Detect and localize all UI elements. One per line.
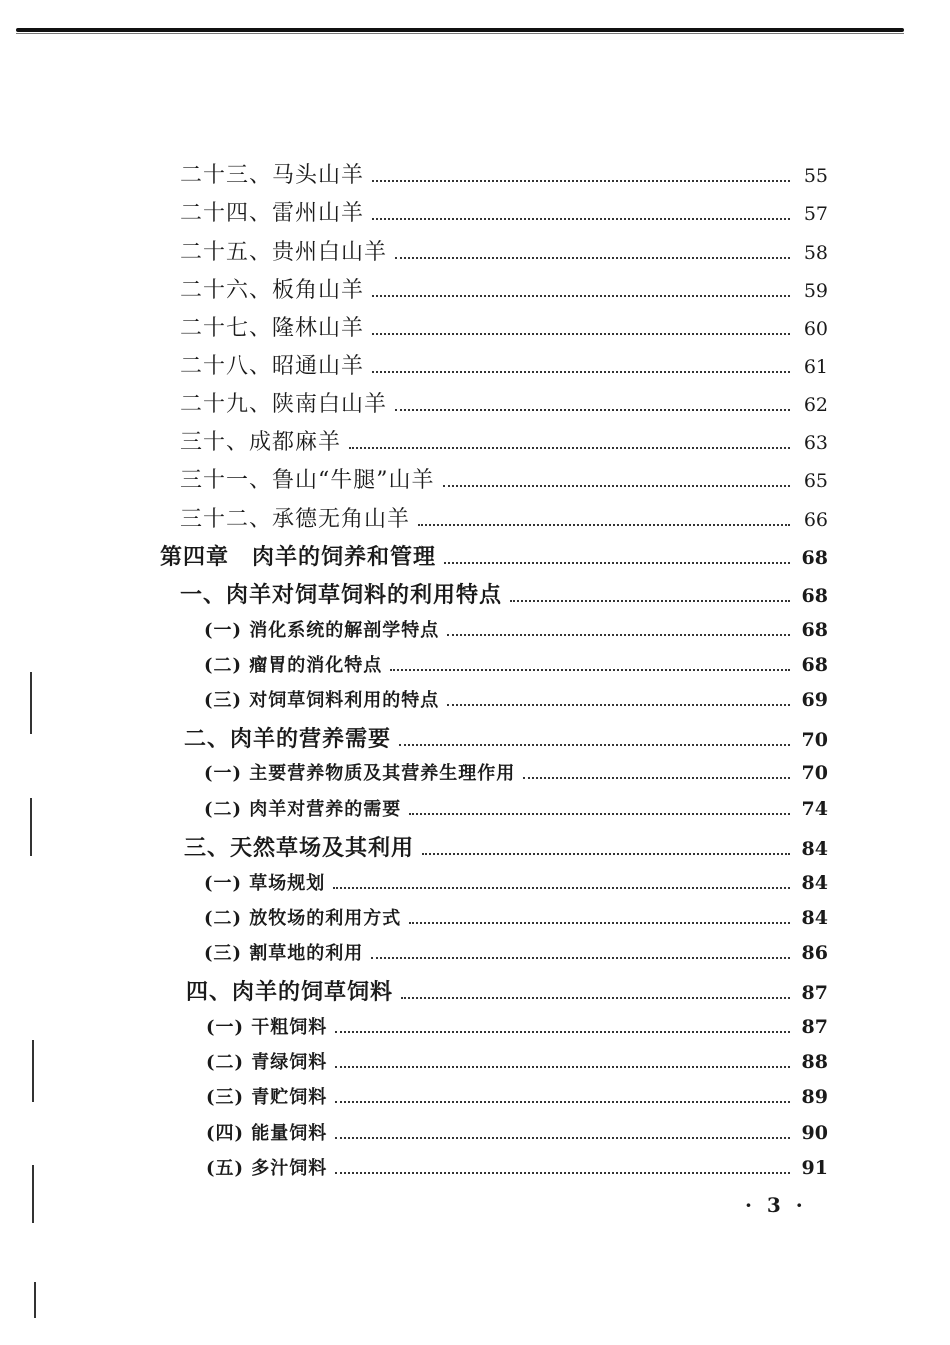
- toc-entry: [204, 651, 828, 677]
- toc-entry-page: 60: [803, 318, 828, 340]
- toc-entry-title: 二十六、板角山羊: [180, 278, 365, 303]
- toc-entry-title: 二十五、贵州白山羊: [180, 240, 388, 265]
- toc-entry-page: 84: [801, 907, 828, 929]
- toc-leader-dots: [349, 447, 790, 449]
- toc-entry: [206, 1119, 828, 1145]
- toc-entry-title: (五) 多汁饲料: [206, 1158, 328, 1179]
- toc-leader-dots: [447, 634, 790, 636]
- toc-entry-page: 65: [803, 470, 828, 492]
- toc-leader-dots: [372, 371, 790, 373]
- toc-entry-title: 三十二、承德无角山羊: [180, 507, 411, 532]
- toc-leader-dots: [372, 218, 790, 220]
- toc-entry-page: 68: [801, 619, 828, 641]
- toc-entry-title: 三十、成都麻羊: [180, 430, 342, 455]
- toc-entry-page: 74: [801, 798, 828, 820]
- toc-entry-title: (二) 肉羊对营养的需要: [204, 799, 402, 820]
- toc-entry: [180, 158, 828, 189]
- toc-leader-dots: [447, 704, 790, 706]
- toc-entry: [206, 1154, 828, 1180]
- toc-entry: [180, 425, 828, 456]
- toc-leader-dots: [390, 669, 790, 671]
- toc-entry-title: (二) 青绿饲料: [206, 1052, 328, 1073]
- toc-leader-dots: [335, 1137, 790, 1139]
- toc-leader-dots: [335, 1172, 790, 1174]
- toc-entry-title: 三、天然草场及其利用: [184, 835, 415, 861]
- toc-entry-title: (二) 放牧场的利用方式: [204, 908, 402, 929]
- toc-entry-page: 55: [803, 165, 828, 187]
- toc-entry-page: 84: [801, 838, 828, 860]
- toc-entry-title: 四、肉羊的饲草饲料: [186, 979, 394, 1005]
- toc-entry-page: 88: [801, 1051, 828, 1073]
- toc-entry-title: 二十七、隆林山羊: [180, 316, 365, 341]
- toc-entry: [204, 869, 828, 895]
- toc-entry-title: (一) 草场规划: [204, 873, 326, 894]
- toc-entry-page: 57: [803, 203, 828, 225]
- toc-entry: [204, 939, 828, 965]
- toc-entry-title: 三十一、鲁山“牛腿”山羊: [180, 468, 435, 493]
- toc-entry: [184, 831, 828, 862]
- toc-entry: [180, 502, 828, 533]
- toc-leader-dots: [335, 1101, 790, 1103]
- toc-entry-page: 70: [801, 762, 828, 784]
- toc-entry: [204, 686, 828, 712]
- toc-leader-dots: [401, 997, 790, 999]
- toc-leader-dots: [333, 887, 790, 889]
- toc-entry-page: 61: [803, 356, 828, 378]
- toc-entry-page: 58: [803, 242, 828, 264]
- toc-entry-page: 86: [801, 942, 828, 964]
- toc-entry-page: 90: [801, 1122, 828, 1144]
- toc-entry-page: 68: [801, 547, 828, 569]
- toc-entry-title: (三) 割草地的利用: [204, 943, 364, 964]
- toc-entry-title: (一) 主要营养物质及其营养生理作用: [204, 763, 516, 784]
- toc-entry: [180, 311, 828, 342]
- toc-entry-page: 87: [801, 982, 828, 1004]
- toc-entry-page: 89: [801, 1086, 828, 1108]
- toc-leader-dots: [510, 600, 790, 602]
- toc-leader-dots: [395, 257, 790, 259]
- toc-entry: [204, 904, 828, 930]
- toc-chapter-entry: [160, 540, 828, 571]
- toc-entry-page: 70: [801, 729, 828, 751]
- toc-entry-title: (一) 消化系统的解剖学特点: [204, 620, 440, 641]
- toc-entry-page: 87: [801, 1016, 828, 1038]
- toc-leader-dots: [418, 524, 790, 526]
- toc-entry-title: 二十三、马头山羊: [180, 163, 365, 188]
- toc-leader-dots: [409, 813, 790, 815]
- toc-entry: [206, 1083, 828, 1109]
- toc-entry: [186, 975, 828, 1006]
- toc-leader-dots: [443, 485, 791, 487]
- toc-entry-title: (四) 能量饲料: [206, 1123, 328, 1144]
- toc-leader-dots: [523, 777, 790, 779]
- toc-entry-title: 一、肉羊对饲草饲料的利用特点: [180, 582, 503, 608]
- page-number: · 3 ·: [745, 1193, 807, 1217]
- toc-leader-dots: [422, 853, 790, 855]
- toc-entry-page: 69: [801, 689, 828, 711]
- toc-leader-dots: [399, 744, 790, 746]
- toc-entry-title: (一) 干粗饲料: [206, 1017, 328, 1038]
- toc-entry-page: 63: [803, 432, 828, 454]
- toc-entry: [184, 722, 828, 753]
- toc-entry-title: 第四章 肉羊的饲养和管理: [160, 544, 437, 570]
- toc-entry-title: (三) 青贮饲料: [206, 1087, 328, 1108]
- toc-leader-dots: [335, 1031, 790, 1033]
- toc-leader-dots: [335, 1066, 790, 1068]
- toc-entry: [180, 235, 828, 266]
- toc-entry: [204, 616, 828, 642]
- toc-entry-page: 68: [801, 585, 828, 607]
- toc-leader-dots: [372, 333, 790, 335]
- toc-entry: [180, 387, 828, 418]
- toc-entry-title: 二十九、陕南白山羊: [180, 392, 388, 417]
- toc-entry-page: 91: [801, 1157, 828, 1179]
- toc-entry: [180, 196, 828, 227]
- toc-entry-page: 68: [801, 654, 828, 676]
- toc-entry-title: (二) 瘤胃的消化特点: [204, 655, 383, 676]
- toc-leader-dots: [395, 409, 790, 411]
- toc-entry: [180, 463, 828, 494]
- toc-entry: [180, 349, 828, 380]
- toc-entry: [204, 759, 828, 785]
- toc-entry: [206, 1013, 828, 1039]
- toc-entry-title: 二十八、昭通山羊: [180, 354, 365, 379]
- toc-entry-title: (三) 对饲草饲料利用的特点: [204, 690, 440, 711]
- toc-entry: [206, 1048, 828, 1074]
- toc-entry-title: 二十四、雷州山羊: [180, 201, 365, 226]
- toc-entry: [204, 795, 828, 821]
- toc-leader-dots: [371, 957, 790, 959]
- toc-entry: [180, 273, 828, 304]
- toc-leader-dots: [444, 562, 790, 564]
- toc-entry: [180, 578, 828, 609]
- toc-leader-dots: [409, 922, 790, 924]
- toc-entry-page: 84: [801, 872, 828, 894]
- toc-leader-dots: [372, 295, 790, 297]
- toc-entry-page: 59: [803, 280, 828, 302]
- toc-entry-page: 66: [803, 509, 828, 531]
- toc-entry-title: 二、肉羊的营养需要: [184, 726, 392, 752]
- toc-entry-page: 62: [803, 394, 828, 416]
- toc-leader-dots: [372, 180, 790, 182]
